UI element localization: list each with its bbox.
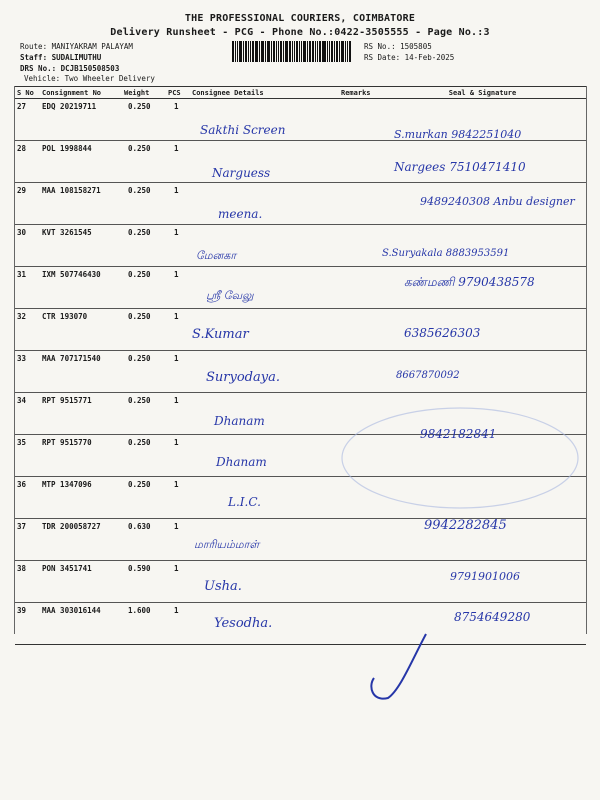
- row-consignment-no: MAA 707171540: [40, 351, 122, 393]
- rs-date: RS Date: 14-Feb-2025: [364, 53, 455, 62]
- row-remarks: [339, 183, 379, 225]
- row-weight: 0.250: [122, 141, 166, 183]
- handwritten-signature: 9791901006: [450, 570, 520, 583]
- row-pcs: 1: [166, 519, 190, 561]
- row-consignee: [190, 477, 339, 519]
- route-label: Route: MANIYAKRAM PALAYAM: [20, 42, 133, 51]
- row-weight: 0.250: [122, 477, 166, 519]
- row-sno: 32: [15, 309, 40, 351]
- row-consignment-no: EDQ 20219711: [40, 99, 122, 141]
- handwritten-signature: 9489240308 Anbu designer: [420, 195, 575, 208]
- row-consignment-no: MAA 303016144: [40, 603, 122, 645]
- row-weight: 0.250: [122, 225, 166, 267]
- row-sno: 31: [15, 267, 40, 309]
- col-consignment: Consignment No: [40, 87, 122, 99]
- row-weight: 0.250: [122, 393, 166, 435]
- row-pcs: 1: [166, 477, 190, 519]
- handwritten-consignee: மேனகா: [196, 249, 237, 262]
- row-weight: 0.250: [122, 351, 166, 393]
- row-remarks: [339, 267, 379, 309]
- col-sno: S No: [15, 87, 40, 99]
- row-weight: 0.250: [122, 267, 166, 309]
- handwritten-signature: 9842182841: [420, 427, 497, 441]
- row-sno: 38: [15, 561, 40, 603]
- row-remarks: [339, 561, 379, 603]
- drs-label: DRS No.: DCJB150508503: [20, 64, 120, 73]
- handwritten-signature: கண்மணி 9790438578: [404, 275, 535, 289]
- row-sno: 37: [15, 519, 40, 561]
- handwritten-signature: 6385626303: [404, 326, 481, 340]
- handwritten-signature: S.Suryakala 8883953591: [382, 248, 510, 259]
- table-row: [15, 351, 586, 393]
- row-sno: 28: [15, 141, 40, 183]
- company-title: THE PROFESSIONAL COURIERS, COIMBATORE: [184, 13, 416, 24]
- row-pcs: 1: [166, 183, 190, 225]
- col-weight: Weight: [122, 87, 166, 99]
- handwritten-signature: 8754649280: [454, 610, 531, 624]
- row-weight: 0.630: [122, 519, 166, 561]
- col-seal: Seal & Signature: [379, 87, 586, 99]
- row-consignment-no: MAA 108158271: [40, 183, 122, 225]
- row-consignment-no: MTP 1347096: [40, 477, 122, 519]
- row-consignment-no: RPT 9515770: [40, 435, 122, 477]
- row-pcs: 1: [166, 435, 190, 477]
- row-pcs: 1: [166, 267, 190, 309]
- handwritten-consignee: மாரியம்மாள்: [194, 538, 260, 551]
- table-header-row: [15, 87, 586, 99]
- handwritten-consignee: Narguess: [212, 166, 271, 180]
- handwritten-consignee: L.I.C.: [228, 495, 261, 509]
- table-row: [15, 309, 586, 351]
- row-consignment-no: IXM 507746430: [40, 267, 122, 309]
- row-sno: 29: [15, 183, 40, 225]
- handwritten-signature: Nargees 7510471410: [394, 160, 526, 174]
- check-mark-icon: [360, 630, 440, 710]
- row-pcs: 1: [166, 393, 190, 435]
- handwritten-consignee: S.Kumar: [192, 327, 249, 342]
- row-sno: 30: [15, 225, 40, 267]
- handwritten-consignee: ஸ்ரீ வேலு: [206, 289, 254, 302]
- row-consignment-no: PON 3451741: [40, 561, 122, 603]
- handwritten-signature: 8667870092: [396, 370, 460, 381]
- row-sno: 27: [15, 99, 40, 141]
- row-pcs: 1: [166, 561, 190, 603]
- handwritten-signature: 9942282845: [424, 518, 507, 533]
- row-sno: 39: [15, 603, 40, 645]
- stamp-mark: [330, 400, 590, 520]
- runsheet-subtitle: Delivery Runsheet - PCG - Phone No.:0422-3505555 - Page No.:3: [110, 27, 490, 38]
- col-consignee: Consignee Details: [190, 87, 339, 99]
- row-pcs: 1: [166, 141, 190, 183]
- col-pcs: PCS: [166, 87, 190, 99]
- row-pcs: 1: [166, 351, 190, 393]
- row-weight: 0.250: [122, 183, 166, 225]
- row-seal: [379, 225, 586, 267]
- handwritten-consignee: Suryodaya.: [206, 370, 280, 385]
- row-weight: 0.590: [122, 561, 166, 603]
- table-row: [15, 225, 586, 267]
- row-consignee: [190, 183, 339, 225]
- row-pcs: 1: [166, 309, 190, 351]
- staff-label: Staff: SUDALIMUTHU: [20, 53, 102, 62]
- handwritten-consignee: Dhanam: [214, 414, 265, 428]
- handwritten-consignee: Usha.: [204, 579, 242, 594]
- row-remarks: [339, 519, 379, 561]
- row-remarks: [339, 225, 379, 267]
- row-pcs: 1: [166, 225, 190, 267]
- handwritten-consignee: Dhanam: [216, 455, 267, 469]
- row-remarks: [339, 141, 379, 183]
- row-weight: 0.250: [122, 99, 166, 141]
- row-sno: 34: [15, 393, 40, 435]
- row-remarks: [339, 99, 379, 141]
- row-weight: 1.600: [122, 603, 166, 645]
- row-remarks: [339, 351, 379, 393]
- row-consignment-no: TDR 200058727: [40, 519, 122, 561]
- row-sno: 33: [15, 351, 40, 393]
- barcode: [232, 41, 352, 62]
- row-pcs: 1: [166, 99, 190, 141]
- row-consignment-no: KVT 3261545: [40, 225, 122, 267]
- row-consignment-no: RPT 9515771: [40, 393, 122, 435]
- table-border-right: [586, 86, 587, 634]
- row-consignment-no: CTR 193070: [40, 309, 122, 351]
- row-consignment-no: POL 1998844: [40, 141, 122, 183]
- row-remarks: [339, 309, 379, 351]
- row-sno: 36: [15, 477, 40, 519]
- row-weight: 0.250: [122, 309, 166, 351]
- handwritten-consignee: Yesodha.: [214, 616, 273, 631]
- row-sno: 35: [15, 435, 40, 477]
- handwritten-consignee: Sakthi Screen: [200, 123, 286, 137]
- handwritten-signature: S.murkan 9842251040: [394, 128, 522, 141]
- row-weight: 0.250: [122, 435, 166, 477]
- col-remarks: Remarks: [339, 87, 379, 99]
- handwritten-consignee: meena.: [218, 207, 263, 221]
- row-pcs: 1: [166, 603, 190, 645]
- rs-number: RS No.: 1505805: [364, 42, 432, 51]
- vehicle-label: Vehicle: Two Wheeler Delivery: [24, 74, 155, 83]
